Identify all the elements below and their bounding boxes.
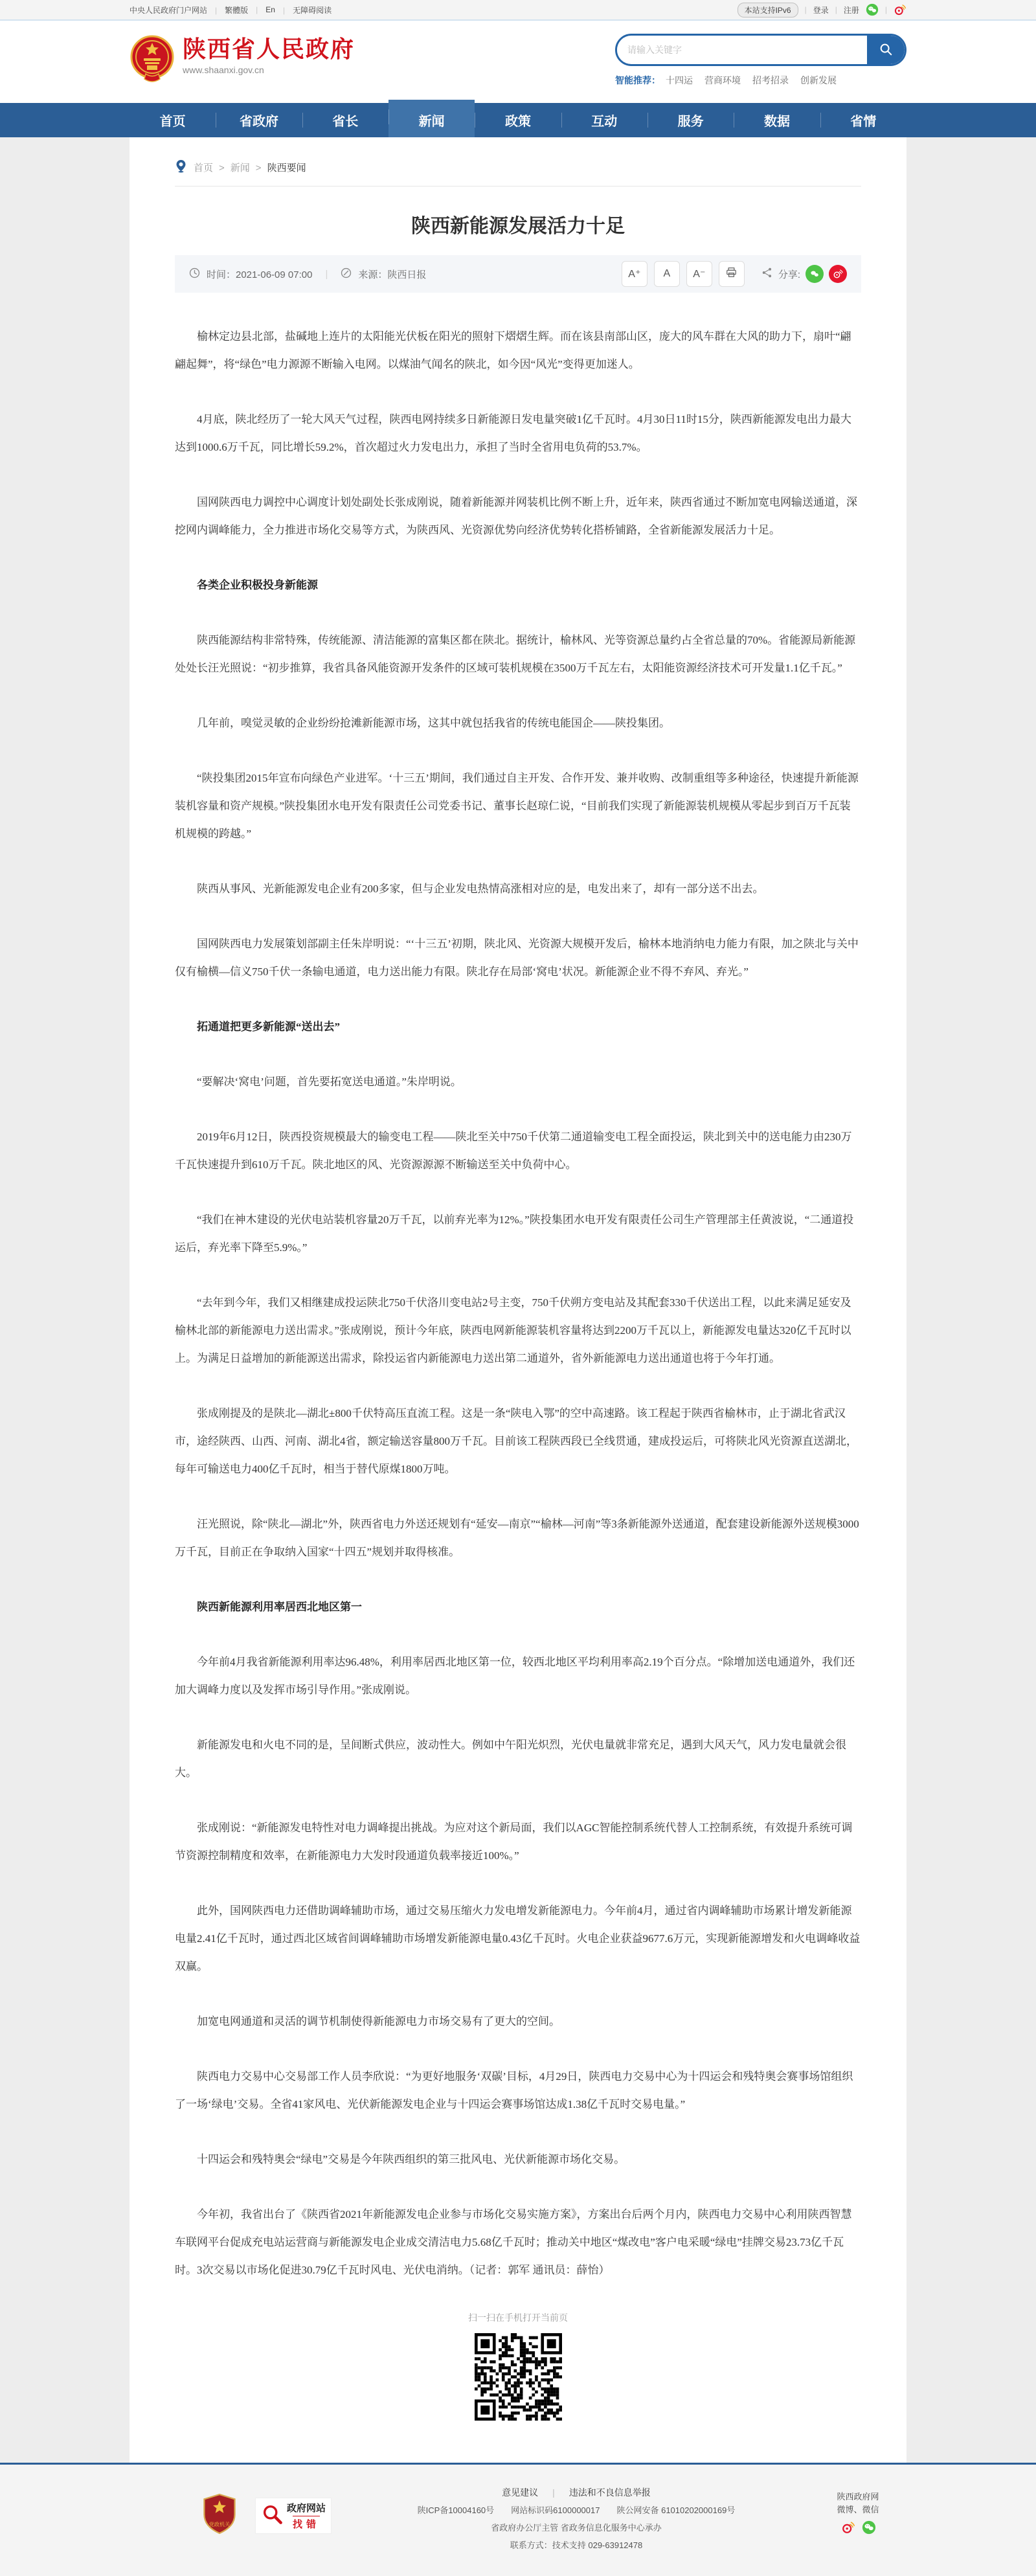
top-bar-link[interactable]: | 无障碍阅读: [275, 5, 332, 16]
site-url: www.shaanxi.gov.cn: [183, 65, 264, 75]
article-paragraph: 国网陕西电力发展策划部副主任朱岸明说：“‘十三五’初期，陕北风、光资源大规模开发后，榆林本地消纳电力能力有限，加之陕北与关中仅有榆横—信义750千伏一条输电通道，电力送出能力有限。陕北存在局部‘窝电’状况。新能源企业不得不弃风、弃光。”: [175, 938, 859, 978]
footer-right-subtitle: 微博、微信: [837, 2505, 879, 2514]
nav-item[interactable]: 省情: [820, 103, 906, 137]
print-button[interactable]: [719, 261, 745, 287]
national-emblem-icon: [130, 35, 175, 84]
article-paragraph: “陕投集团2015年宣布向绿色产业进军。‘十三五’期间，我们通过自主开发、合作开发、兼并收购、改制重组等多种途径，快速提升新能源装机容量和资产规模。”陕投集团水电开发有限责任公司党委书记、董事长赵琼仁说，“目前我们实现了新能源装机规模从零起步到百万千瓦装机规模的跨越。”: [175, 772, 859, 840]
registration-item[interactable]: 陕ICP备10004160号: [417, 2505, 495, 2515]
site-name: 陕西省人民政府: [183, 36, 355, 62]
find-error-line2: 找错: [293, 2516, 320, 2531]
search-icon: [879, 42, 893, 58]
article-paragraph: 今年前4月我省新能源利用率达96.48%，利用率居西北地区第一位，较西北地区平均利用率高2.19个百分点。“除增加送电通道外，我们还加大调峰力度以及发挥市场引导作用。”张成刚说。: [175, 1656, 855, 1696]
article-paragraph: 十四运会和残特奥会“绿电”交易是今年陕西组织的第三批风电、光伏新能源市场化交易。: [197, 2153, 625, 2165]
article-paragraph: “要解决‘窝电’问题，首先要拓宽送电通道。”朱岸明说。: [197, 1076, 462, 1088]
footer-weibo-icon[interactable]: [841, 2520, 854, 2533]
main-nav: [0, 103, 1036, 137]
share-label: 分享:: [778, 269, 800, 280]
divider: |: [325, 268, 328, 280]
article-paragraph: 国网陕西电力调控中心调度计划处副处长张成刚说，随着新能源并网装机比例不断上升，近年来，陕西省通过不断加宽电网输送通道，深挖网内调峰能力，全力推进市场化交易等方式，为陕西风、光资源优势向经济优势转化搭桥铺路，全省新能源发展活力十足。: [175, 496, 857, 536]
font-size-button[interactable]: A⁻: [686, 261, 712, 287]
search-button[interactable]: [867, 36, 905, 64]
weibo-icon[interactable]: [894, 3, 906, 16]
publish-time: 时间：2021-06-09 07:00: [207, 269, 313, 280]
wechat-icon[interactable]: [866, 3, 879, 16]
article-paragraph: 张成刚提及的是陕北—湖北±800千伏特高压直流工程。这是一条“陕电入鄂”的空中高速路。该工程起于陕西省榆林市，止于湖北省武汉市，途经陕西、山西、河南、湖北4省，额定输送容量800万千瓦。目前该工程陕西段已全线贯通，建成投运后，可将陕北风光资源直送湖北，每年可输送电力400亿千瓦时，相当于替代原煤1800万吨。: [175, 1407, 857, 1475]
smart-recommend-label: 智能推荐：: [615, 75, 660, 85]
article-paragraph: 张成刚说：“新能源发电特性对电力调峰提出挑战。为应对这个新局面，我们以AGC智能控制系统代替人工控制系统，有效提升系统可调节资源控制精度和效率，在新能源电力大发时段通道负载率接近100%。”: [175, 1822, 853, 1862]
location-pin-icon: [175, 159, 187, 175]
article-paragraph: 此外，国网陕西电力还借助调峰辅助市场，通过交易压缩火力发电增发新能源电力。今年前4月，通过省内调峰辅助市场累计增发新能源电量2.41亿千瓦时，通过西北区域省间调峰辅助市场增发新能源电量0.43亿千瓦时。火电企业获益9677.6万元，实现新能源增发和火电调峰收益双赢。: [175, 1904, 861, 1972]
site-logo[interactable]: [130, 21, 355, 103]
divider: |: [835, 5, 837, 14]
divider: |: [884, 5, 887, 14]
page-background: [0, 137, 1036, 2463]
footer-link[interactable]: 意见建议: [502, 2487, 539, 2498]
qr-code: [475, 2333, 562, 2421]
printer-icon: [725, 266, 738, 282]
register-link[interactable]: 注册: [843, 5, 859, 15]
font-size-button[interactable]: A: [654, 261, 680, 287]
article-source: 来源：陕西日报: [358, 269, 427, 280]
find-error-button[interactable]: [255, 2498, 332, 2534]
share-wechat-icon[interactable]: [805, 265, 824, 283]
recommend-link[interactable]: 营商环境: [704, 75, 741, 85]
recommend-link[interactable]: 创新发展: [800, 75, 837, 85]
search-input[interactable]: [617, 38, 867, 62]
recommend-link[interactable]: 招考招录: [752, 75, 789, 85]
smart-recommend-links: [666, 74, 837, 87]
article-meta-bar: [175, 255, 861, 293]
article-paragraph: 新能源发电和火电不同的是，呈间断式供应，波动性大。例如中午阳光炽烈，光伏电量就非常充足，遇到大风天气，风力发电量就会很大。: [175, 1739, 846, 1779]
article-paragraph: “去年到今年，我们又相继建成投运陕北750千伏洛川变电站2号主变，750千伏朔方变电站及其配套330千伏送出工程，以此来满足延安及榆林北部的新能源电力送出需求。”张成刚说，预计今年底，陕西电网新能源装机容量将达到2200万千瓦以上，新能源发电量达320亿千瓦时以上。为满足日益增加的新能源送出需求，除投运省内新能源电力送出第二通道外，省外新能源电力送出通道也将于今年打通。: [175, 1296, 851, 1364]
nav-item[interactable]: 数据: [734, 103, 820, 137]
registration-item[interactable]: 陕公网安备 61010202000169号: [616, 2505, 736, 2515]
registration-line: [343, 2502, 809, 2519]
top-bar-links: [130, 5, 332, 16]
breadcrumb-item[interactable]: > 陕西要闻: [250, 161, 306, 174]
nav-item[interactable]: 省政府: [216, 103, 302, 137]
article-paragraph: 拓通道把更多新能源“送出去”: [197, 1021, 340, 1033]
ipv6-badge: 本站支持IPv6: [738, 3, 798, 17]
find-error-line1: 政府网站: [287, 2503, 326, 2514]
article-paragraph: 今年初，我省出台了《陕西省2021年新能源发电企业参与市场化交易实施方案》，方案出台后两个月内，陕西电力交易中心利用陕西智慧车联网平台促成充电站运营商与新能源发电企业成交清洁电力5.68亿千瓦时；推动关中地区“煤改电”客户电采暖“绿电”挂牌交易23.73亿千瓦时。3次交易以市场化促进30.79亿千瓦时风电、光伏电消纳。（记者：郭军 通讯员：薛怡）: [175, 2208, 852, 2276]
nav-item[interactable]: 互动: [561, 103, 648, 137]
breadcrumb-item[interactable]: 首页: [194, 163, 214, 174]
divider: |: [804, 5, 807, 14]
article-paragraph: 2019年6月12日，陕西投资规模最大的输变电工程——陕北至关中750千伏第二通道输变电工程全面投运，陕北到关中的送电能力由230万千瓦快速提升到610万千瓦。陕北地区的风、光资源源源不断输送至关中负荷中心。: [175, 1131, 852, 1171]
article-paragraph: 陕西从事风、光新能源发电企业有200多家，但与企业发电热情高涨相对应的是，电发出来了，却有一部分送不出去。: [197, 883, 764, 895]
font-size-button[interactable]: A⁺: [622, 261, 648, 287]
article-paragraph: 陕西电力交易中心交易部工作人员李欣说：“为更好地服务‘双碳’目标，4月29日，陕西电力交易中心为十四运会和残特奥会赛事场馆组织了一场‘绿电’交易。全省41家风电、光伏新能源发电企业与十四运会赛事场馆达成1.38亿千瓦时交易电量。”: [175, 2070, 853, 2110]
breadcrumb: [175, 137, 861, 175]
article-card: [130, 137, 906, 2463]
top-utility-bar: [0, 0, 1036, 21]
share-icon: [761, 267, 773, 281]
site-header: [0, 21, 1036, 103]
clock-icon: [189, 267, 200, 281]
nav-item[interactable]: 政策: [475, 103, 561, 137]
article-paragraph: 汪光照说，除“陕北—湖北”外，陕西省电力外送还规划有“延安—南京”“榆林—河南”等3条新能源外送通道，配套建设新能源外送规模3000万千瓦，目前正在争取纳入国家“十四五”规划并取得核准。: [175, 1518, 859, 1558]
top-bar-link[interactable]: | En: [248, 5, 275, 14]
top-bar-link[interactable]: 中央人民政府门户网站: [130, 5, 208, 15]
breadcrumb-item[interactable]: > 新闻: [213, 161, 250, 174]
footer-right-title: 陕西政府网: [837, 2492, 879, 2502]
article-paragraph: 各类企业积极投身新能源: [197, 579, 318, 591]
party-badge-label: 党政机关: [208, 2522, 231, 2528]
search-box: [615, 34, 906, 66]
article-paragraph: 陕西能源结构非常特殊，传统能源、清洁能源的富集区都在陕北。据统计，榆林风、光等资源总量约占全省总量的70%。省能源局新能源处处长汪光照说：“初步推算，我省具备风能资源开发条件的区域可装机规模在3500万千瓦左右，太阳能资源经济技术可开发量1.1亿千瓦。”: [175, 634, 856, 674]
login-link[interactable]: 登录: [813, 5, 829, 15]
qr-caption: 扫一扫在手机打开当前页: [468, 2312, 568, 2323]
nav-item[interactable]: 首页: [159, 115, 186, 129]
nav-item[interactable]: 省长: [302, 103, 388, 137]
article-paragraph: 几年前，嗅觉灵敏的企业纷纷抢滩新能源市场，这其中就包括我省的传统电能国企——陕投集团。: [197, 717, 670, 729]
recommend-link[interactable]: 十四运: [666, 75, 693, 85]
nav-item[interactable]: 服务: [648, 103, 734, 137]
nav-item[interactable]: 新闻: [388, 100, 475, 137]
organizer-line: 省政府办公厅主管 省政务信息化服务中心承办: [491, 2523, 662, 2533]
article-paragraph: 榆林定边县北部，盐碱地上连片的太阳能光伏板在阳光的照射下熠熠生辉。而在该县南部山区，庞大的风车群在大风的助力下，扇叶“翩翩起舞”，将“绿色”电力源源不断输入电网。以煤油气闻名的陕北，如今因“风光”变得更加迷人。: [175, 330, 851, 370]
registration-item[interactable]: 网站标识码6100000017: [511, 2505, 600, 2515]
share-weibo-icon[interactable]: [829, 265, 847, 283]
article-paragraph: 加宽电网通道和灵活的调节机制使得新能源电力市场交易有了更大的空间。: [197, 2015, 560, 2028]
contact-line: 联系方式：技术支持 029-63912478: [510, 2540, 643, 2550]
find-error-magnifier-icon: [261, 2503, 283, 2528]
footer-link[interactable]: | 违法和不良信息举报: [538, 2484, 651, 2502]
article-paragraph: 陕西新能源利用率居西北地区第一: [197, 1601, 362, 1613]
source-icon: [341, 267, 352, 281]
top-bar-link[interactable]: | 繁體版: [207, 5, 248, 16]
article-paragraph: “我们在神木建设的光伏电站装机容量20万千瓦，以前弃光率为12%。”陕投集团水电开发有限责任公司生产管理部主任黄波说，“二通道投运后，弃光率下降至5.9%。”: [175, 1214, 854, 1254]
article-title: 陕西新能源发展活力十足: [411, 216, 625, 237]
party-government-badge-icon[interactable]: [201, 2493, 238, 2538]
qr-section: [175, 2311, 861, 2424]
article-paragraph: 4月底，陕北经历了一轮大风天气过程，陕西电网持续多日新能源日发电量突破1亿千瓦时。4月30日11时15分，陕西新能源发电出力最大达到1000.6万千瓦，同比增长59.2%，首次超过火力发电出力，承担了当时全省用电负荷的53.7%。: [175, 413, 851, 453]
footer-wechat-icon[interactable]: [862, 2520, 875, 2533]
article-body: [175, 322, 861, 2284]
site-footer: [0, 2463, 1036, 2576]
